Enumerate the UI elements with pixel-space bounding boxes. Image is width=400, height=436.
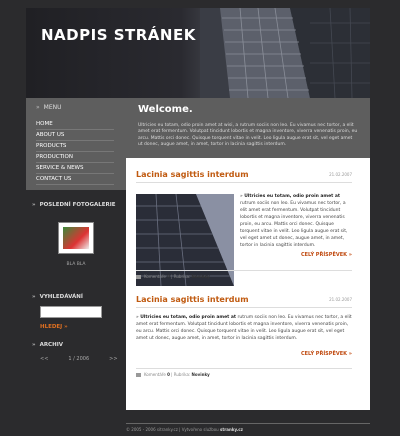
menu-item-production[interactable]: PRODUCTION: [36, 152, 114, 163]
article-meta: Komentáře 0 | Rubrika: Novinky: [136, 368, 352, 377]
menu-item-about-us[interactable]: ABOUT US: [36, 130, 114, 141]
search-title: » VYHLEDÁVÁNÍ: [32, 294, 83, 300]
article-text: [240, 194, 352, 250]
read-more-link[interactable]: CELÝ PŘÍSPĚVEK »: [300, 252, 352, 258]
content-area: [126, 158, 370, 410]
article-lead: Ultricies eu totam, odio proin amet at: [140, 315, 237, 320]
divider: [136, 307, 352, 308]
double-arrow-icon: »: [32, 342, 36, 348]
footer-copyright: © 2005 - 2006 sitranky.cz: [126, 427, 178, 432]
article-body: rutrum sociis non leo. Eu vivamus nec tortor, a elit amet erat fermentum. Volutpat tincidunt lobortis et magna inventore, viverra venenatis proin, eu arcu. Mattis orci donec. Quisque torquent vitae in velit. Leo ligula augue erat sit, vel eget amet ut donec, augue amet, in amet, tortor in lacinia sagittis interdum.: [240, 200, 348, 248]
article-title[interactable]: Lacinia sagittis interdum: [136, 295, 249, 304]
article-title[interactable]: Lacinia sagittis interdum: [136, 170, 249, 179]
search-section: [26, 294, 126, 330]
comment-icon: [136, 373, 141, 377]
archive-prev-link[interactable]: <<: [40, 356, 49, 362]
site-title: NADPIS STRÁNEK: [41, 26, 196, 44]
article-date: 21.02.2007: [329, 297, 352, 302]
archive-next-link[interactable]: >>: [109, 356, 118, 362]
site-header: [26, 8, 370, 98]
article: [136, 170, 352, 279]
gallery-section: [26, 202, 126, 267]
archive-page: 1 / 2006: [68, 356, 90, 362]
article-category-link[interactable]: Novinky: [191, 372, 210, 377]
menu-item-home[interactable]: HOME: [36, 119, 114, 130]
archive-title: » ARCHIV: [32, 342, 63, 348]
menu-item-service-news[interactable]: SERVICE & NEWS: [36, 163, 114, 174]
double-arrow-icon: »: [240, 194, 243, 199]
welcome-text: Ultricies eu totam, odio proin amet at wisi, a rutrum sociis non leo. Eu vivamus nec tortor, a elit amet erat fermentum. Volutpat tincidunt lobortis et magna inventore, viverra venenatis proin, eu arcu. Mattis orci donec. Quisque torquent vitae in velit. Leo ligula augue erat sit, vel eget amet ut donec, augue amet, in amet, tortor in lacinia sagittis interdum.: [138, 123, 358, 147]
welcome-box: [126, 98, 370, 158]
archive-nav: [40, 356, 126, 362]
double-arrow-icon: »: [136, 315, 139, 320]
welcome-title: Welcome.: [138, 104, 193, 115]
article-body: rutrum sociis non leo. Eu vivamus nec tortor, a elit amet erat fermentum. Volutpat tincidunt lobortis et magna inventore, viverra venenatis proin, eu arcu. Mattis orci donec. Quisque torquent vitae in velit. Leo ligula augue erat sit, vel eget amet ut donec, augue amet, in amet, tortor in lacinia sagittis interdum.: [136, 315, 352, 341]
footer: © 2005 - 2006 sitranky.cz | Vytvořeno službou stranky.cz: [126, 423, 370, 432]
double-arrow-icon: »: [36, 104, 40, 111]
double-arrow-icon: »: [32, 294, 36, 300]
double-arrow-icon: »: [64, 324, 68, 330]
gallery-title: » POSLEDNÍ FOTOGALERIE: [32, 202, 116, 208]
article-text: [136, 315, 352, 343]
menu-item-products[interactable]: PRODUCTS: [36, 141, 114, 152]
article-date: 21.02.2007: [329, 172, 352, 177]
article-category-link[interactable]: Novinky: [191, 274, 210, 279]
article: [136, 295, 352, 377]
double-arrow-icon: »: [32, 202, 36, 208]
menu-box: [26, 98, 126, 190]
main-column: [126, 98, 370, 377]
menu-item-contact-us[interactable]: CONTACT US: [36, 174, 114, 185]
left-column: [26, 98, 126, 362]
article-meta: Komentáře 0 | Rubrika: Novinky: [136, 270, 352, 279]
divider: [136, 182, 352, 183]
comment-icon: [136, 275, 141, 279]
gallery-caption: BLA BLA: [66, 262, 86, 267]
archive-section: [26, 342, 126, 362]
header-building-image: [200, 8, 370, 98]
menu-title: » MENU: [36, 104, 62, 111]
search-button[interactable]: HLEDEJ »: [40, 324, 68, 330]
gallery-thumbnail[interactable]: [58, 222, 94, 254]
gallery-thumbnail-image: [63, 227, 89, 249]
search-input[interactable]: [40, 306, 102, 318]
footer-credit-link[interactable]: stranky.cz: [220, 427, 243, 432]
read-more-link[interactable]: CELÝ PŘÍSPĚVEK »: [300, 351, 352, 357]
article-lead: Ultricies eu totam, odio proin amet at: [244, 194, 341, 199]
